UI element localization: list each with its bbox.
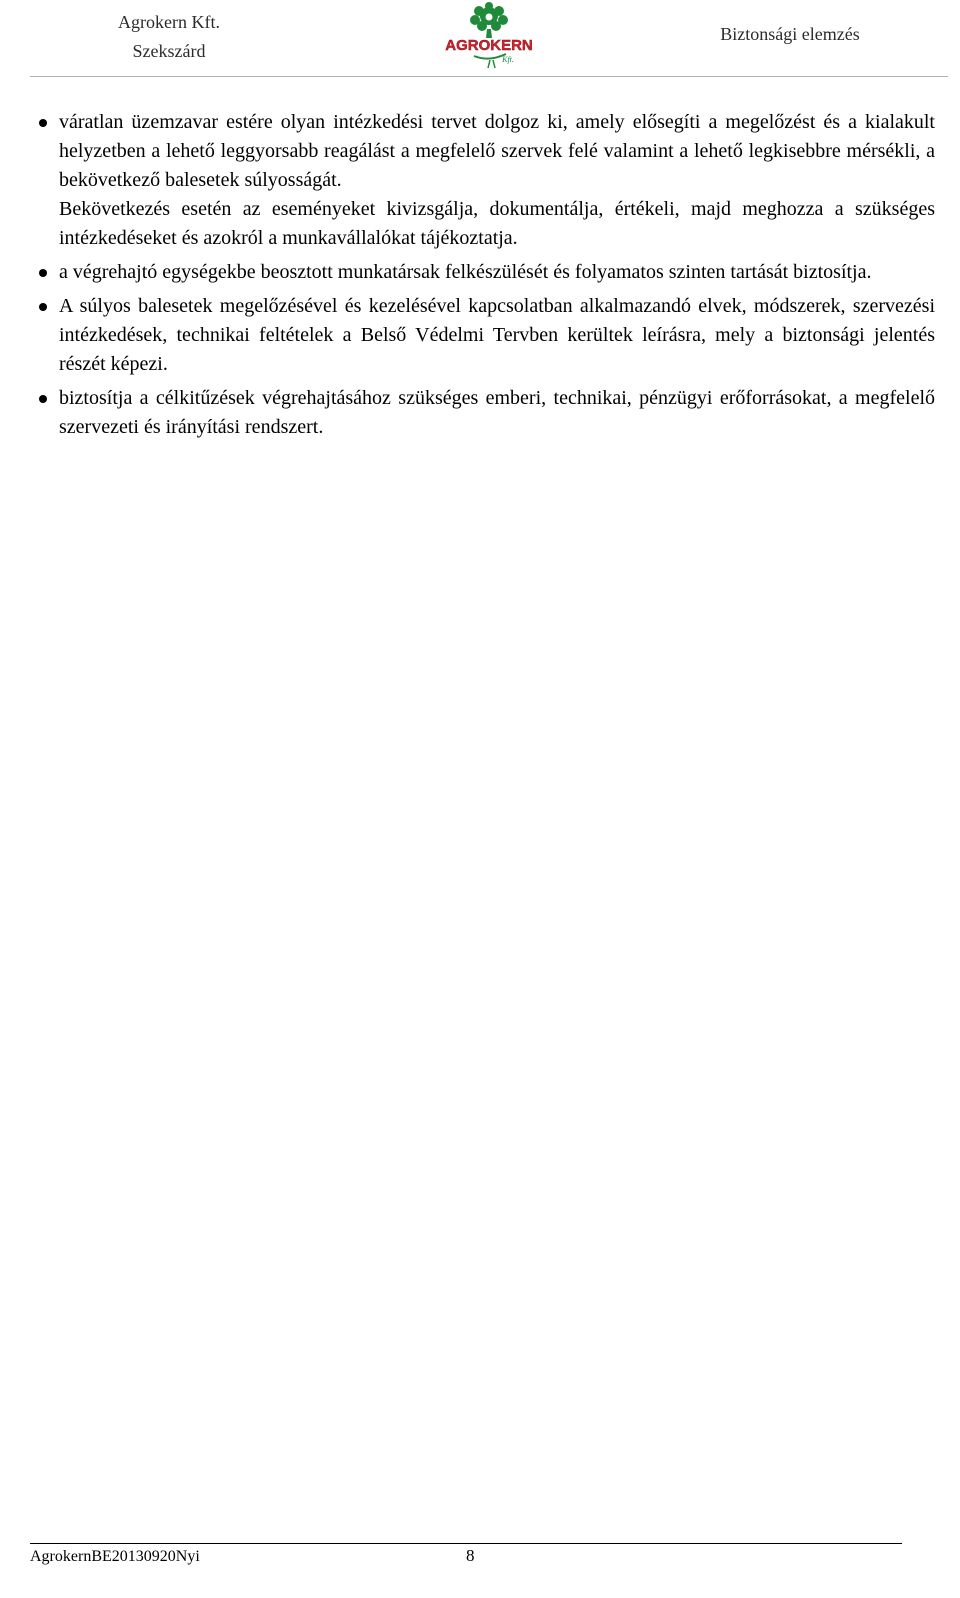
list-item-text: biztosítja a célkitűzések végrehajtásához szükséges emberi, technikai, pénzügyi erőforrásokat, a megfelelő szervezeti és irányítási rendszert. [59,387,935,438]
company-block [104,8,234,66]
list-item-text: váratlan üzemzavar estére olyan intézkedési tervet dolgoz ki, amely elősegíti a megelőzést és a kialakult helyzetben a lehető leggyorsabb reagálást a megfelelő szervek felé valamint a lehető legkisebbre mérsékli, a bekövetkező balesetek súlyosságát. [59,111,935,191]
page-header [0,0,960,80]
list-item [59,384,935,442]
paragraph: Bekövetkezés esetén az eseményeket kivizsgálja, dokumentálja, értékeli, majd meghozza a szükséges intézkedéseket és azokról a munkavállalókat tájékoztatja. [59,198,935,249]
company-city: Szekszárd [132,41,206,61]
page-number: 8 [466,1546,475,1565]
bullet-icon [39,395,47,403]
document-body [0,108,960,447]
footer-divider [30,1543,902,1544]
list-item [59,258,935,287]
list-item-text: a végrehajtó egységekbe beosztott munkatársak felkészülését és folyamatos szinten tartását biztosítja. [59,261,872,283]
company-name: Agrokern Kft. [118,12,220,32]
list-item [59,292,935,379]
bullet-icon [39,269,47,277]
logo-subtext: Kft. [502,55,514,64]
footer-document-id: AgrokernBE20130920Nyi [30,1548,200,1565]
bullet-icon [39,303,47,311]
agrokern-logo [430,2,548,72]
document-title: Biztonsági elemzés [720,24,860,44]
bullet-icon [39,119,47,127]
header-divider [30,76,948,77]
logo-wordmark: AGROKERN [445,37,533,54]
list-item-text: A súlyos balesetek megelőzésével és kezelésével kapcsolatban alkalmazandó elvek, módszerek, szervezési intézkedések, technikai feltételek a Belső Védelmi Tervben kerültek leírásra, mely a biztonsági jelentés részét képezi. [59,295,935,375]
list-item [59,108,935,195]
